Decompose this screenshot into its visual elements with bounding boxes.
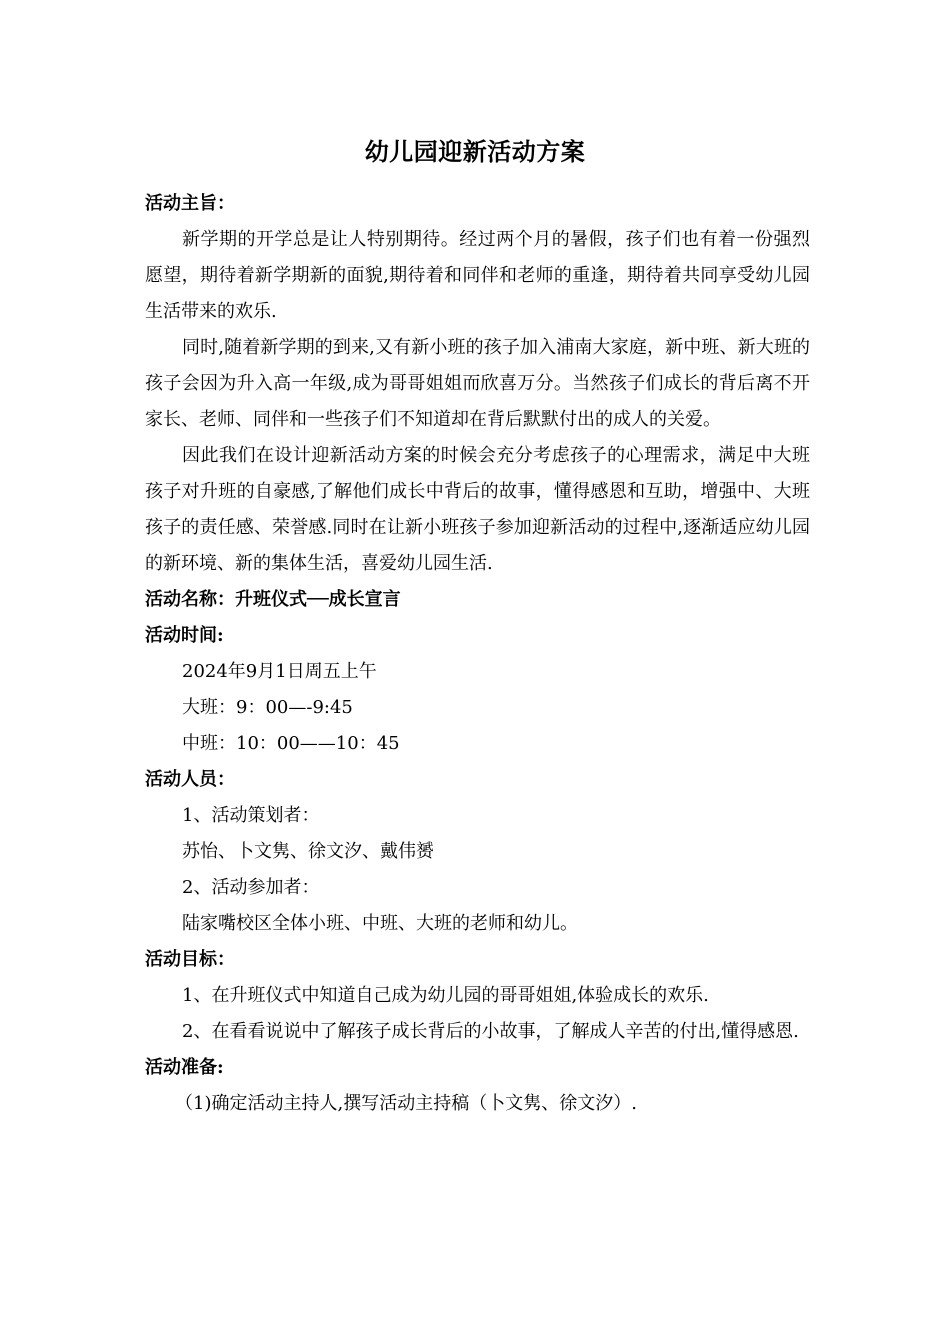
people-planners: 苏怡、卜文隽、徐文汐、戴伟赟 xyxy=(182,841,434,862)
section-heading-people: 活动人员： xyxy=(145,769,235,790)
section-heading-preparation: 活动准备: xyxy=(145,1057,224,1078)
people-planners-label: 1、活动策划者： xyxy=(182,805,320,826)
time-date: 2024年9月1日周五上午 xyxy=(182,661,377,682)
section-heading-goals: 活动目标： xyxy=(145,949,235,970)
section-heading-name: 活动名称：升班仪式──成长宣言 xyxy=(145,589,401,610)
time-middle-class: 中班：10：00——10：45 xyxy=(182,733,400,754)
page-title: 幼儿园迎新活动方案 xyxy=(364,137,586,166)
people-participants: 陆家嘴校区全体小班、中班、大班的老师和幼儿。 xyxy=(182,913,578,934)
section-heading-time: 活动时间: xyxy=(145,625,224,646)
preparation-item-1: （1)确定活动主持人,撰写活动主持稿（卜文隽、徐文汐）. xyxy=(175,1093,637,1114)
section-heading-purpose: 活动主旨： xyxy=(145,193,235,214)
purpose-paragraph-2: 同时,随着新学期的到来,又有新小班的孩子加入浦南大家庭，新中班、新大班的孩子会因为升入高一年级,成为哥哥姐姐而欣喜万分。当然孩子们成长的背后离不开家长、老师、同伴和一些孩子们不知道却在背后默默付出的成人的关爱。 xyxy=(145,337,810,430)
time-big-class: 大班：9：00—-9:45 xyxy=(182,697,353,718)
purpose-paragraph-3: 因此我们在设计迎新活动方案的时候会充分考虑孩子的心理需求，满足中大班孩子对升班的自豪感,了解他们成长中背后的故事，懂得感恩和互助，增强中、大班孩子的责任感、荣誉感.同时在让新小班孩子参加迎新活动的过程中,逐渐适应幼儿园的新环境、新的集体生活，喜爱幼儿园生活. xyxy=(145,445,810,574)
document-body xyxy=(145,186,810,1122)
people-participants-label: 2、活动参加者： xyxy=(182,877,320,898)
purpose-paragraph-1: 新学期的开学总是让人特别期待。经过两个月的暑假，孩子们也有着一份强烈愿望，期待着新学期新的面貌,期待着和同伴和老师的重逢，期待着共同享受幼儿园生活带来的欢乐. xyxy=(145,229,810,322)
goal-item-2: 2、在看看说说中了解孩子成长背后的小故事，了解成人辛苦的付出,懂得感恩. xyxy=(182,1021,799,1042)
goal-item-1: 1、在升班仪式中知道自己成为幼儿园的哥哥姐姐,体验成长的欢乐. xyxy=(182,985,709,1006)
